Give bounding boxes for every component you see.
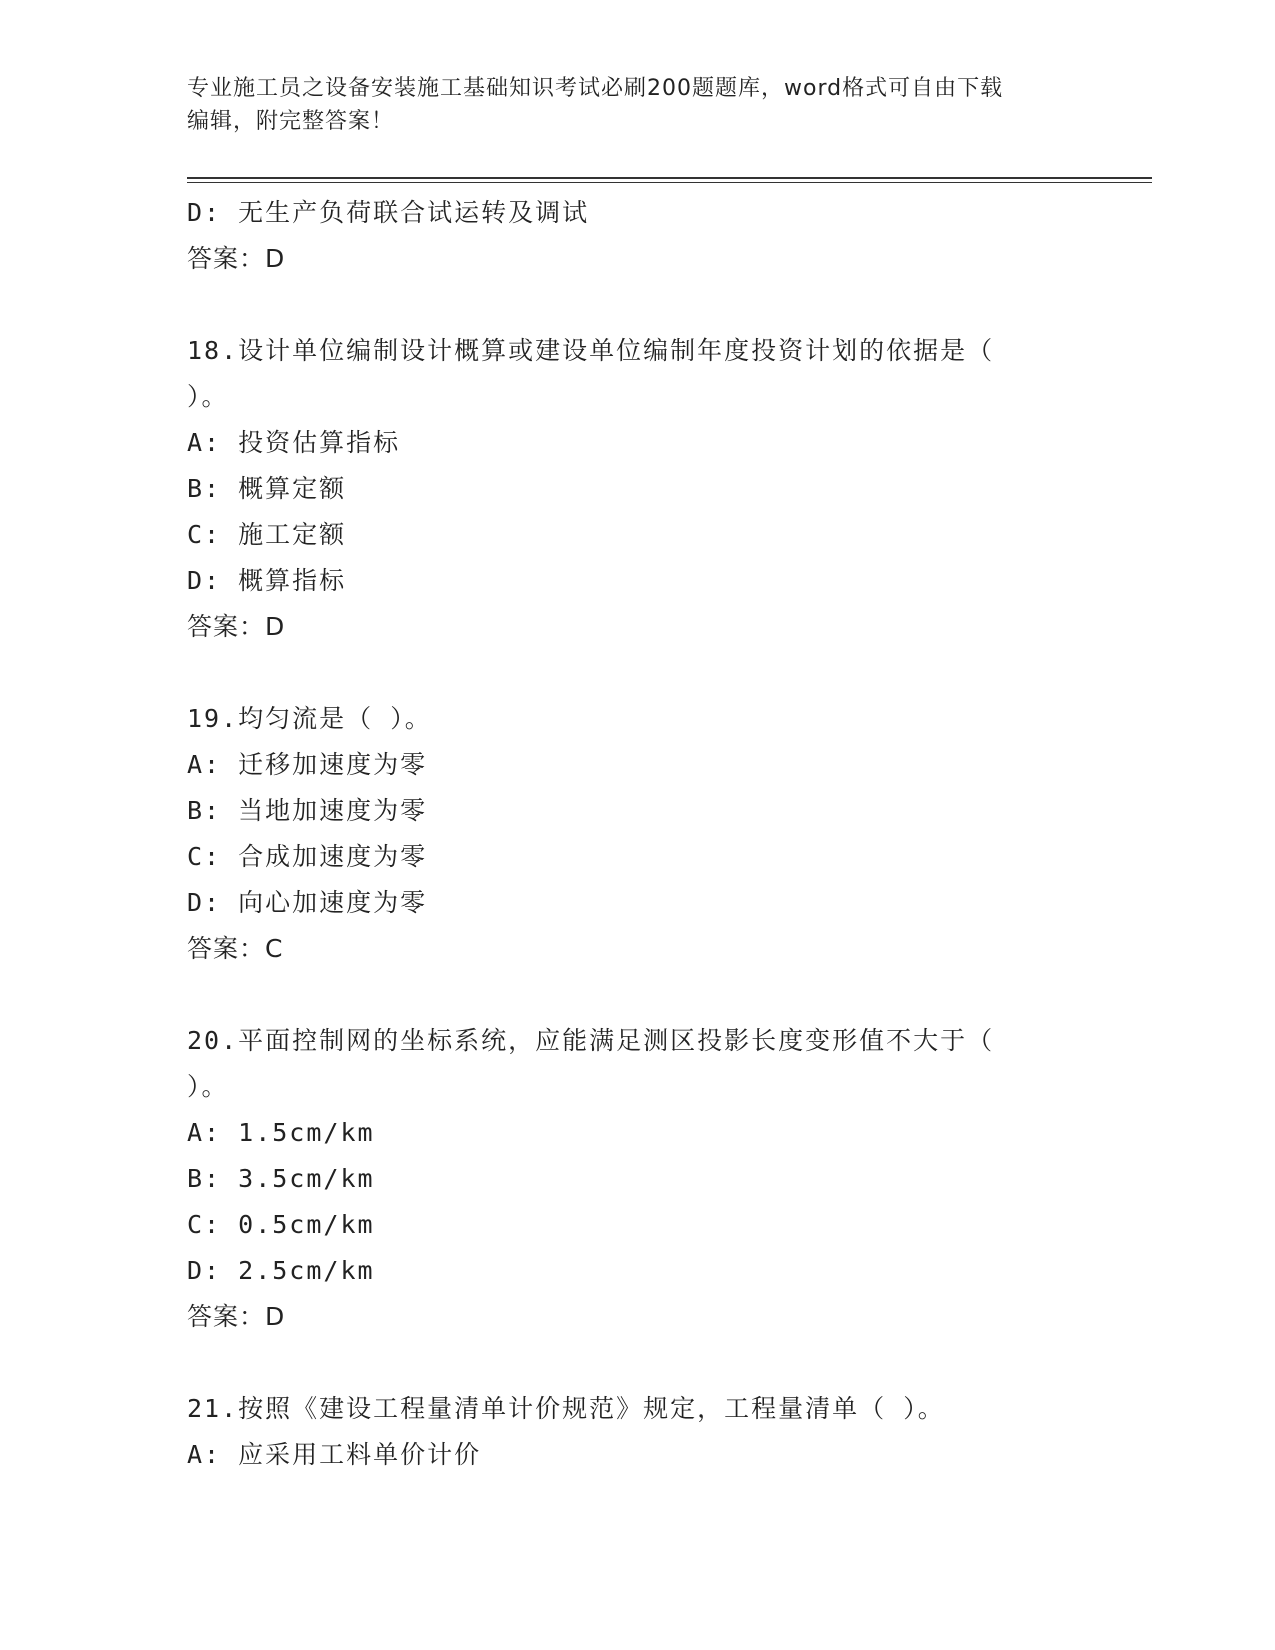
q21-stem: 21.按照《建设工程量清单计价规范》规定，工程量清单（ ）。 — [187, 1394, 945, 1423]
q18-option-a: A: 投资估算指标 — [187, 428, 401, 457]
q20-stem-line-2: ）。 — [187, 1072, 229, 1101]
q20-option-b: B: 3.5cm/km — [187, 1164, 375, 1193]
q19-option-a: A: 迁移加速度为零 — [187, 750, 428, 779]
q18-option-c: C: 施工定额 — [187, 520, 347, 549]
q17-answer: 答案：D — [187, 244, 286, 273]
q19-option-c: C: 合成加速度为零 — [187, 842, 428, 871]
header-rule-thick — [187, 177, 1152, 179]
q18-stem-line-2: ）。 — [187, 382, 229, 411]
q21-option-a: A: 应采用工料单价计价 — [187, 1440, 482, 1469]
q18-option-d: D: 概算指标 — [187, 566, 347, 595]
q20-option-d: D: 2.5cm/km — [187, 1256, 375, 1285]
q19-stem: 19.均匀流是（ ）。 — [187, 704, 432, 733]
q20-stem-line-1: 20.平面控制网的坐标系统，应能满足测区投影长度变形值不大于（ — [187, 1026, 995, 1055]
q18-stem-line-1: 18.设计单位编制设计概算或建设单位编制年度投资计划的依据是（ — [187, 336, 995, 365]
question-content — [187, 190, 1087, 1478]
q19-option-d: D: 向心加速度为零 — [187, 888, 428, 917]
document-header — [187, 72, 1087, 138]
spacer — [187, 650, 1087, 696]
spacer — [187, 972, 1087, 1018]
q19-answer: 答案：C — [187, 934, 284, 963]
spacer — [187, 282, 1087, 328]
header-rule-thin — [187, 182, 1152, 183]
q18-option-b: B: 概算定额 — [187, 474, 347, 503]
q18-answer: 答案：D — [187, 612, 286, 641]
header-line-1: 专业施工员之设备安装施工基础知识考试必刷200题题库，word格式可自由下载 — [187, 76, 1004, 101]
q20-option-c: C: 0.5cm/km — [187, 1210, 375, 1239]
q17-option-d: D: 无生产负荷联合试运转及调试 — [187, 198, 590, 227]
q20-option-a: A: 1.5cm/km — [187, 1118, 375, 1147]
header-line-2: 编辑，附完整答案！ — [187, 109, 395, 134]
q19-option-b: B: 当地加速度为零 — [187, 796, 428, 825]
spacer — [187, 1340, 1087, 1386]
q20-answer: 答案：D — [187, 1302, 286, 1331]
